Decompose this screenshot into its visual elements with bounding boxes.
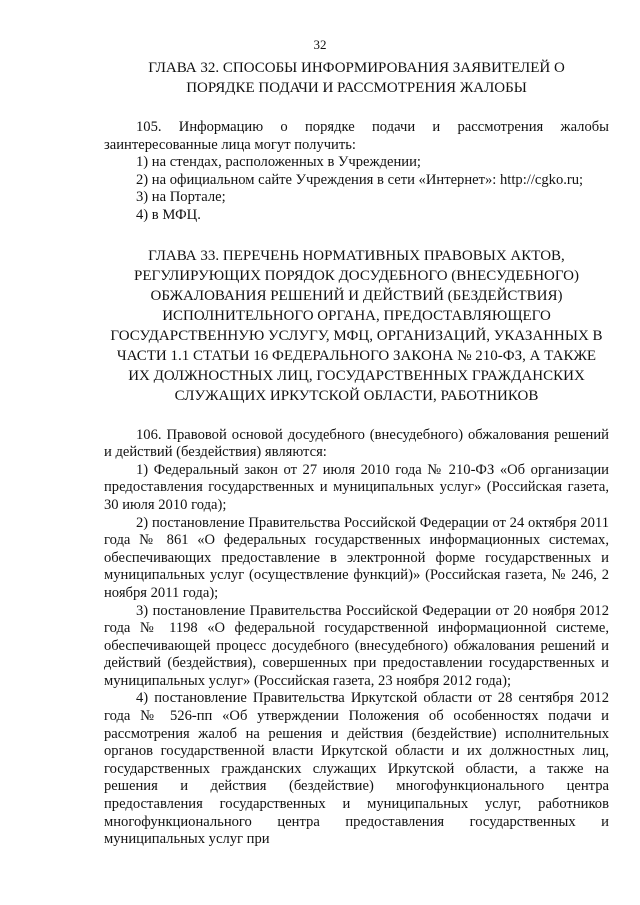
list-item: 2) на официальном сайте Учреждения в сети «Интернет»: http://cgko.ru; <box>136 171 584 188</box>
heading-line: ИХ ДОЛЖНОСТНЫХ ЛИЦ, ГОСУДАРСТВЕННЫХ ГРАЖДАНСКИХ <box>128 367 585 384</box>
heading-line: СЛУЖАЩИХ ИРКУТСКОЙ ОБЛАСТИ, РАБОТНИКОВ <box>174 387 539 404</box>
heading-line: ПОРЯДКЕ ПОДАЧИ И РАССМОТРЕНИЯ ЖАЛОБЫ <box>186 80 527 96</box>
paragraph-106: 106. Правовой основой досудебного (внесудебного) обжалования решений и действий (бездействия) являются: <box>104 426 609 461</box>
list-item: 3) постановление Правительства Российской Федерации от 20 ноября 2012 года № 1198 «О федеральной государственной информационной системе, обеспечивающей процесс досудебного (внесудебного) обжалования решений и действий (бездействия), совершенных при предоставлении государственных и муниципальных услуг» (Российская газета, 23 ноября 2012 года); <box>104 602 609 689</box>
chapter-32-heading <box>104 58 609 98</box>
heading-line: РЕГУЛИРУЮЩИХ ПОРЯДОК ДОСУДЕБНОГО (ВНЕСУДЕБНОГО) <box>134 267 579 284</box>
list-item: 1) на стендах, расположенных в Учреждении; <box>136 154 421 171</box>
list-item: 3) на Портале; <box>136 189 226 206</box>
list-item: 2) постановление Правительства Российской Федерации от 24 октября 2011 года № 861 «О федеральных государственных информационных системах, обеспечивающих предоставление в электронной форме государственных и муниципальных услуг (осуществление функций)» (Российская газета, № 246, 2 ноября 2011 года); <box>104 514 609 601</box>
heading-line: ОБЖАЛОВАНИЯ РЕШЕНИЙ И ДЕЙСТВИЙ (БЕЗДЕЙСТВИЯ) <box>150 287 563 304</box>
heading-line: ИСПОЛНИТЕЛЬНОГО ОРГАНА, ПРЕДОСТАВЛЯЮЩЕГО <box>162 307 551 324</box>
paragraph-105: 105. Информацию о порядке подачи и рассмотрения жалобы заинтересованные лица могут получить: <box>104 119 609 153</box>
chapter-33-heading <box>104 246 609 406</box>
heading-line: ЧАСТИ 1.1 СТАТЬИ 16 ФЕДЕРАЛЬНОГО ЗАКОНА № 210-ФЗ, А ТАКЖЕ <box>116 347 597 364</box>
list-item: 4) постановление Правительства Иркутской области от 28 сентября 2012 года № 526-пп «Об утверждении Положения об особенностях подачи и рассмотрения жалоб на решения и действия (бездействие) исполнительных органов государственной власти Иркутской области и их должностных лиц, государственных гражданских служащих Иркутской области, а также на решения и действия (бездействие) многофункционального центра предоставления государственных и муниципальных услуг, работников многофункционального центра предоставления государственных и муниципальных услуг при <box>104 690 609 848</box>
list-item: 1) Федеральный закон от 27 июля 2010 года № 210-ФЗ «Об организации предоставления государственных и муниципальных услуг» (Российская газета, 30 июля 2010 года); <box>104 461 609 513</box>
page-content <box>104 58 609 849</box>
heading-line: ГЛАВА 33. ПЕРЕЧЕНЬ НОРМАТИВНЫХ ПРАВОВЫХ АКТОВ, <box>148 247 565 264</box>
list-item: 4) в МФЦ. <box>136 206 201 223</box>
heading-line: ГОСУДАРСТВЕННУЮ УСЛУГУ, МФЦ, ОРГАНИЗАЦИЙ, УКАЗАННЫХ В <box>110 327 603 344</box>
page-number: 32 <box>313 37 327 52</box>
heading-line: ГЛАВА 32. СПОСОБЫ ИНФОРМИРОВАНИЯ ЗАЯВИТЕЛЕЙ О <box>148 60 565 76</box>
